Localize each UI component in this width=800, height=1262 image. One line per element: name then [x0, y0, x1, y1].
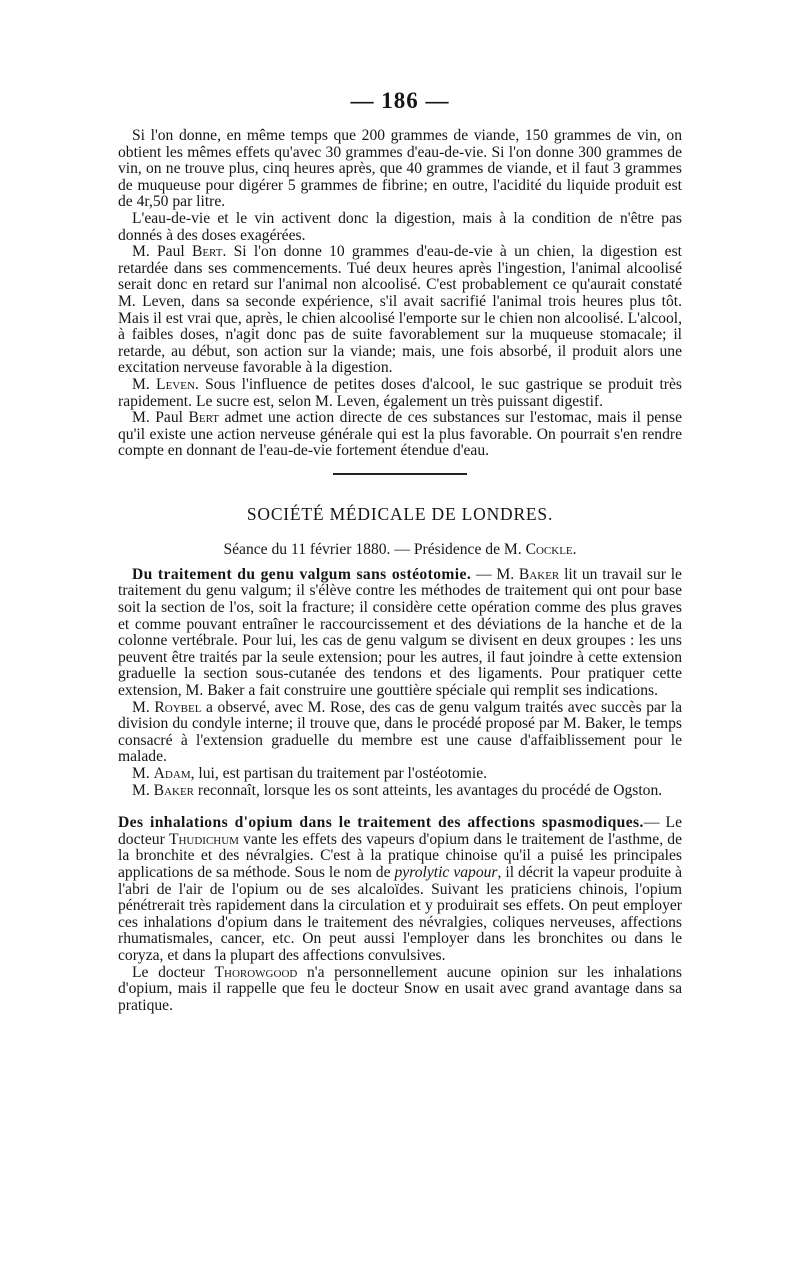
speaker-name: Bert [191, 243, 223, 261]
paragraph-roybel: M. Roybel a observé, avec M. Rose, des cas de genu valgum traités avec succès par la division du condyle interne; il trouve que, dans le procédé proposé par M. Baker, le temps consacré à l'extension graduelle du membre est une cause d'affaiblissement pour le malade. [118, 698, 682, 766]
section-divider [333, 473, 467, 475]
paragraph-gap [118, 799, 682, 815]
speaker-name: Leven [156, 375, 195, 393]
page-number: — 186 — [350, 88, 450, 113]
paragraph-bert-2: M. Paul Bert admet une action directe de ces substances sur l'estomac, mais il pense qu'il existe une action nerveuse générale qui est la plus favorable. On pourrait s'en rendre compte en donnant de l'eau-de-vie fortement étendue d'eau. [118, 409, 682, 460]
section-heading: SOCIÉTÉ MÉDICALE DE LONDRES. [246, 503, 554, 524]
session-line: Séance du 11 février 1880. — Présidence de M. Cockle. [223, 540, 577, 558]
speaker-name: Bert [188, 409, 219, 427]
paragraph-genu-valgum: Du traitement du genu valgum sans ostéotomie. — M. Baker lit un travail sur le traitement du genu valgum; il s'élève contre les méthodes de traitement qui ont pour base soit la section de l'os, soit la fracture; il considère cette opération comme des plus graves et comme pouvant entraîner le raccourcissement et des déviations de la hanche et de la colonne vertébrale. Pour lui, les cas de genu valgum se divisent en deux groupes : les uns peuvent être traités par la seule extension; pour les autres, il faut joindre à cette extension graduelle la section sous-cutanée des tendons et des ligaments. Pour pratiquer cette extension, M. Baker a fait construire une gouttière spéciale qui remplit ses indications. [118, 565, 682, 700]
speaker-name: Thorowgood [214, 963, 298, 981]
president-name: Cockle [525, 540, 573, 558]
paragraph-bert-1: M. Paul Bert. Si l'on donne 10 grammes d'eau-de-vie à un chien, la digestion est retardée dans ses commencements. Tué deux heures après l'ingestion, l'animal alcoolisé serait donc en retard sur l'animal non alcoolisé. C'est probablement ce qu'aurait constaté M. Leven, dans sa seconde expérience, s'il avait sacrifié l'animal trois heures plus tôt. Mais il est vrai que, après, le chien alcoolisé l'emporte sur le chien non alcoolisé. L'alcool, à faibles doses, n'agit donc pas de suite favorablement sur la muqueuse stomacale; il retarde, au début, son action sur la viande; mais, une fois absorbé, il produit alors une excitation nerveuse favorable à la digestion. [118, 243, 682, 377]
paragraph-baker: M. Baker reconnaît, lorsque les os sont atteints, les avantages du procédé de Ogston. [132, 781, 663, 799]
speaker-name: Baker [518, 565, 560, 583]
paragraph-leven: M. Leven. Sous l'influence de petites doses d'alcool, le suc gastrique se produit très rapidement. Le sucre est, selon M. Leven, également un très puissant digestif. [118, 375, 682, 410]
paragraph-eau-de-vie: L'eau-de-vie et le vin activent donc la digestion, mais à la condition de n'être pas donnés à des doses exagérées. [118, 209, 682, 244]
speaker-name: Adam [153, 765, 191, 782]
paragraph-opium: Des inhalations d'opium dans le traitement des affections spasmodiques.— Le docteur Thudichum vante les effets des vapeurs d'opium dans le traitement de l'asthme, de la bronchite et des névralgies. C'est à la pratique chinoise qu'il a puisé les principales applications de sa méthode. Sous le nom de pyrolytic vapour, il décrit la vapeur produite à l'abri de l'air de l'opium ou de ses alcaloïdes. Suivant les praticiens chinois, l'opium pénétrerait très rapidement dans la circulation et y produirait ses effets. On peut employer ces inhalations d'opium dans le traitement des névralgies, coliques nerveuses, affections rhumatismales, cancer, etc. On peut aussi l'employer dans les bronchites ou dans le coryza, et dans la plupart des affections convulsives. [118, 814, 682, 964]
article-title: Du traitement du genu valgum sans ostéotomie. [132, 565, 472, 583]
italic-term: pyrolytic vapour [394, 863, 498, 881]
paragraph-digestion-results: Si l'on donne, en même temps que 200 grammes de viande, 150 grammes de vin, on obtient les mêmes effets qu'avec 30 grammes d'eau-de-vie. Si l'on donne 300 grammes de vin, on ne trouve plus, cinq heures après, que 40 grammes de viande, et il faut 3 grammes de muqueuse pour digérer 5 grammes de fibrine; en outre, l'acidité du liquide produit est de 4r,50 par litre. [118, 127, 682, 211]
speaker-name: Roybel [154, 698, 202, 716]
paragraph-adam: M. Adam, lui, est partisan du traitement par l'ostéotomie. [132, 765, 488, 782]
paragraph-thorowgood: Le docteur Thorowgood n'a personnellement aucune opinion sur les inhalations d'opium, mais il rappelle que feu le docteur Snow en usait avec grand avantage dans sa pratique. [118, 963, 682, 1014]
speaker-name: Baker [153, 781, 195, 799]
speaker-name: Thudichum [168, 830, 239, 848]
article-title: Des inhalations d'opium dans le traitement des affections spasmodiques. [118, 814, 644, 832]
